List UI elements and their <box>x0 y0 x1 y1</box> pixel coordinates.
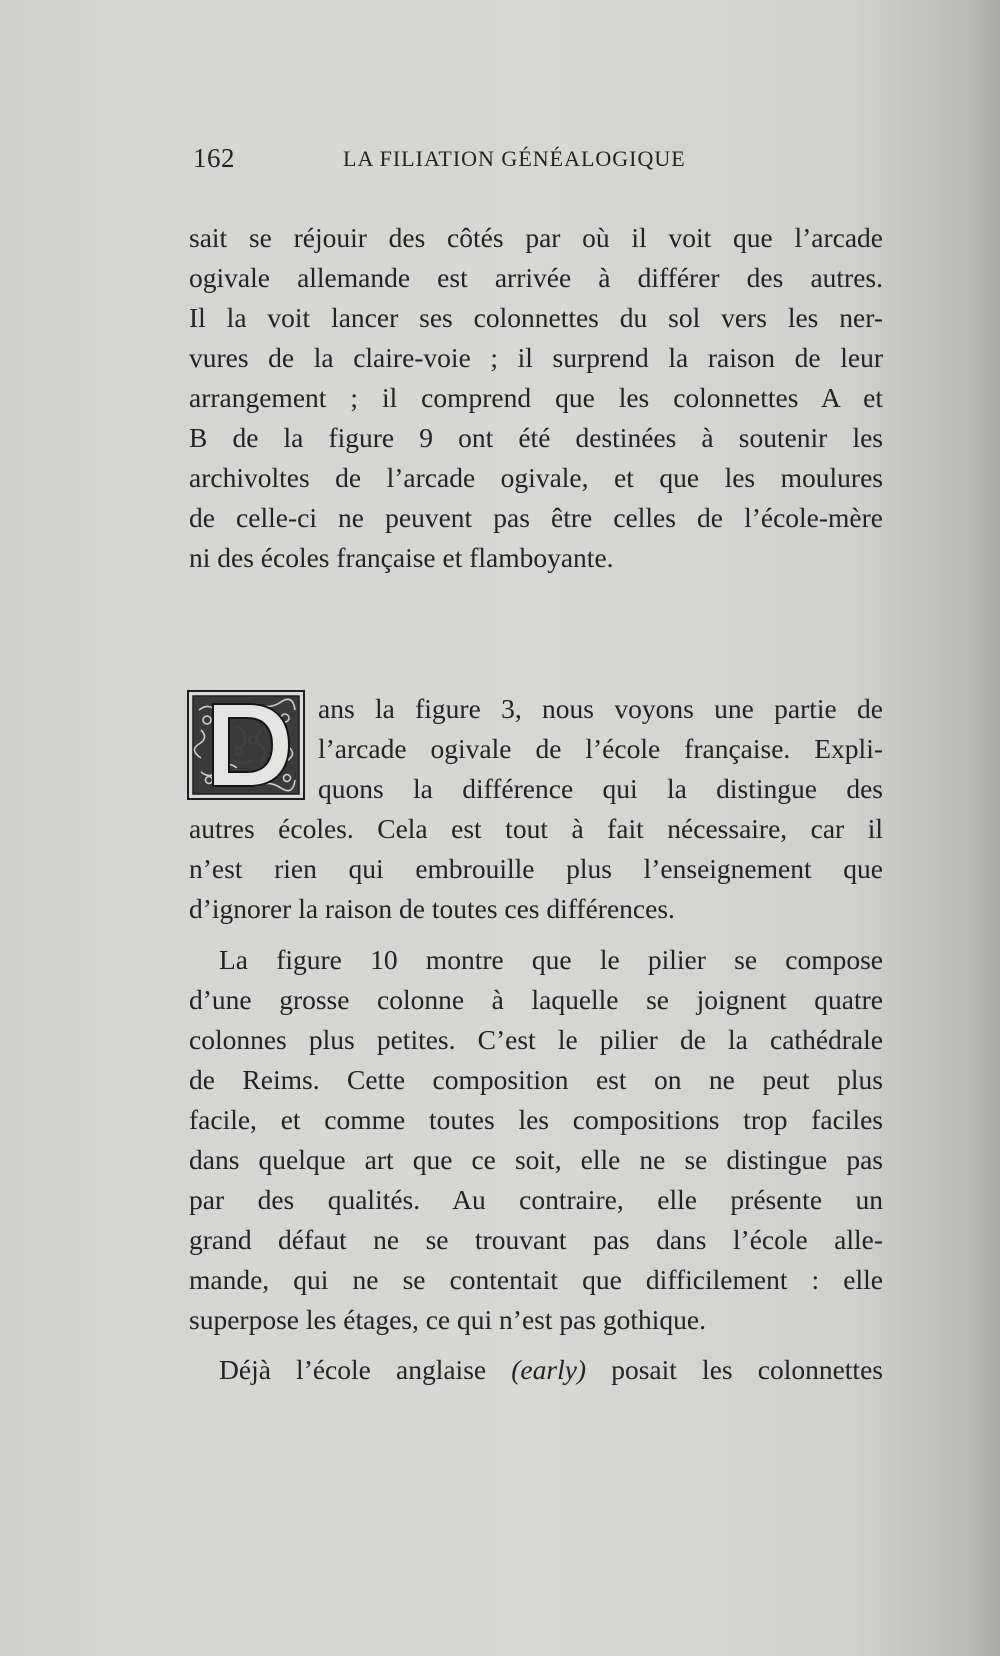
text-line: ni des écoles française et flamboyante. <box>189 542 614 573</box>
text-line: La figure 10 montre que le pilier se compose <box>219 944 883 975</box>
text-line: superpose les étages, ce qui n’est pas gothique. <box>189 1304 707 1335</box>
text-line: facile, et comme toutes les compositions trop faciles <box>189 1104 883 1135</box>
text-line: d’ignorer la raison de toutes ces différences. <box>189 893 675 924</box>
text-line: n’est rien qui embrouille plus l’enseignement que <box>189 853 883 884</box>
running-title: LA FILIATION GÉNÉALOGIQUE <box>343 146 686 171</box>
text-run: posait les colonnettes <box>586 1354 883 1385</box>
text-line: vures de la claire-voie ; il surprend la raison de leur <box>189 342 883 373</box>
drop-cap-letter <box>187 690 305 800</box>
text-line: l’arcade ogivale de l’école française. Expli- <box>318 733 883 764</box>
text-line: de Reims. Cette composition est on ne peut plus <box>189 1064 883 1095</box>
paragraph-4-first-line <box>219 1353 883 1387</box>
text-line: Il la voit lancer ses colonnettes du sol vers les ner- <box>189 302 883 333</box>
page-header <box>193 143 893 177</box>
text-line: B de la figure 9 ont été destinées à soutenir les <box>189 422 883 453</box>
text-line: de celle-ci ne peuvent pas être celles de l’école-mère <box>189 502 883 533</box>
text-line: sait se réjouir des côtés par où il voit que l’arcade <box>189 222 883 253</box>
text-line: colonnes plus petites. C’est le pilier de la cathédrale <box>189 1024 883 1055</box>
text-run: Déjà l’école anglaise <box>219 1354 512 1385</box>
page-number: 162 <box>193 143 235 173</box>
text-line: autres écoles. Cela est tout à fait nécessaire, car il <box>189 813 883 844</box>
text-line: arrangement ; il comprend que les colonnettes A et <box>189 382 883 413</box>
text-line: mande, qui ne se contentait que difficilement : elle <box>189 1264 883 1295</box>
text-line: archivoltes de l’arcade ogivale, et que les moulures <box>189 462 883 493</box>
text-line: quons la différence qui la distingue des <box>318 773 883 804</box>
text-line: par des qualités. Au contraire, elle présente un <box>189 1184 883 1215</box>
text-line: ogivale allemande est arrivée à différer des autres. <box>189 262 883 293</box>
ornamental-drop-cap <box>187 690 305 800</box>
text-line: dans quelque art que ce soit, elle ne se distingue pas <box>189 1144 883 1175</box>
text-line: ans la figure 3, nous voyons une partie de <box>318 693 883 724</box>
text-line: grand défaut ne se trouvant pas dans l’école alle- <box>189 1224 883 1255</box>
text-line: d’une grosse colonne à laquelle se joignent quatre <box>189 984 883 1015</box>
italic-term: (early) <box>511 1354 587 1385</box>
